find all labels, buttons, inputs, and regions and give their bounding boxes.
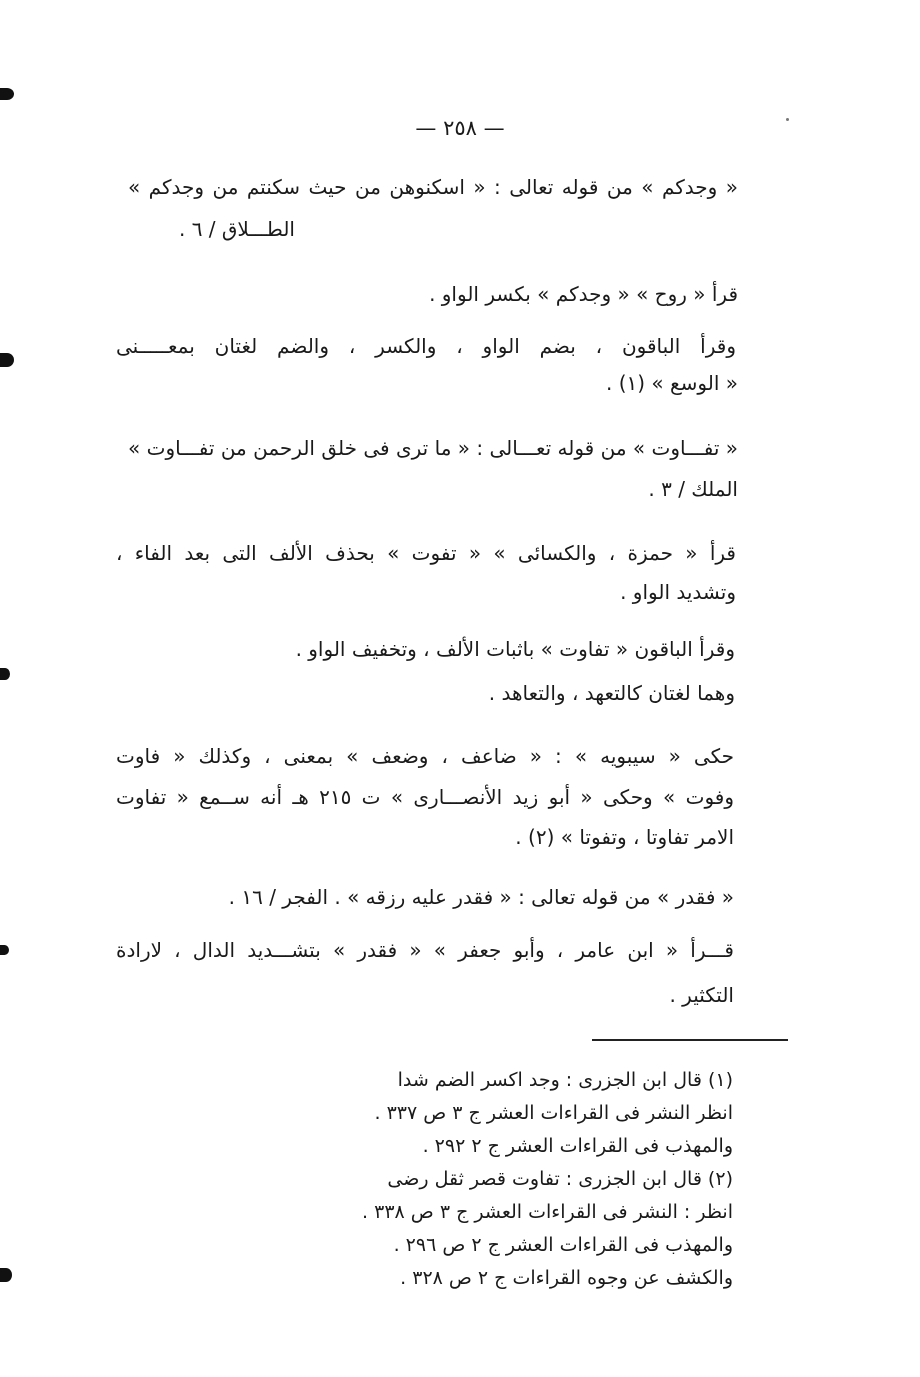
reading-line: وهما لغتان كالتعهد ، والتعاهد .: [488, 681, 735, 705]
footnote-line: انظر النشر فى القراءات العشر ج ٣ ص ٣٣٧ .: [374, 1102, 733, 1124]
scan-blot: [0, 88, 14, 100]
reading-line: وقرأ الباقون « تفاوت » باثبات الألف ، وتخفيف الواو .: [295, 637, 735, 661]
footnote-line: انظر : النشر فى القراءات العشر ج ٣ ص ٣٣٨ .: [362, 1201, 733, 1223]
surah-reference: الملك / ٣ .: [648, 477, 738, 501]
reading-line: قرأ « روح » « وجدكم » بكسر الواو .: [429, 282, 738, 306]
scan-blot: [0, 353, 14, 367]
scan-blot: [0, 1268, 12, 1282]
page-number: — ٢٥٨ —: [415, 116, 505, 140]
footnote-separator: [592, 1039, 788, 1041]
reading-line: قرأ « حمزة ، والكسائى » « تفوت » بحذف الألف التى بعد الفاء ،: [116, 541, 736, 565]
footnote-line: والكشف عن وجوه القراءات ج ٢ ص ٣٢٨ .: [400, 1267, 733, 1289]
verse-citation-line: « تفـــاوت » من قوله تعـــالى : « ما ترى فى خلق الرحمن من تفـــاوت »: [128, 436, 738, 460]
reading-line: وفوت » وحكى « أبو زيد الأنصـــارى » ت ٢١٥ هـ أنه ســمع « تفاوت: [116, 785, 734, 809]
scan-blot: [0, 668, 10, 680]
reading-line: وتشديد الواو .: [620, 580, 736, 604]
verse-citation-line: « وجدكم » من قوله تعالى : « اسكنوهن من حيث سكنتم من وجدكم »: [128, 175, 738, 199]
reading-line: قـــرأ « ابن عامر ، وأبو جعفر » « فقدر » بتشـــديد الدال ، لارادة: [116, 938, 734, 962]
footnote-line: والمهذب فى القراءات العشر ج ٢ ص ٢٩٦ .: [393, 1234, 733, 1256]
footnote-line: (٢) قال ابن الجزرى : تفاوت قصر ثقل رضى: [387, 1168, 733, 1190]
reading-line: الامر تفاوتا ، وتفوتا » (٢) .: [515, 825, 734, 849]
footnote-line: (١) قال ابن الجزرى : وجد اكسر الضم شدا: [397, 1069, 733, 1091]
reading-line: حكى « سيبويه » : « ضاعف ، وضعف » بمعنى ، وكذلك « فاوت: [116, 744, 734, 768]
scan-speck: [786, 118, 789, 121]
reading-line: « الوسع » (١) .: [605, 371, 738, 395]
footnote-line: والمهذب فى القراءات العشر ج ٢ ٢٩٢ .: [422, 1135, 733, 1157]
reading-line: التكثير .: [669, 983, 734, 1007]
scan-blot: [0, 945, 9, 955]
reading-line: وقرأ الباقون ، بضم الواو ، والكسر ، والضم لغتان بمعـــــنى: [116, 334, 736, 358]
surah-reference: الطـــلاق / ٦ .: [178, 217, 295, 241]
verse-citation-line: « فقدر » من قوله تعالى : « فقدر عليه رزقه » . الفجر / ١٦ .: [228, 885, 734, 909]
